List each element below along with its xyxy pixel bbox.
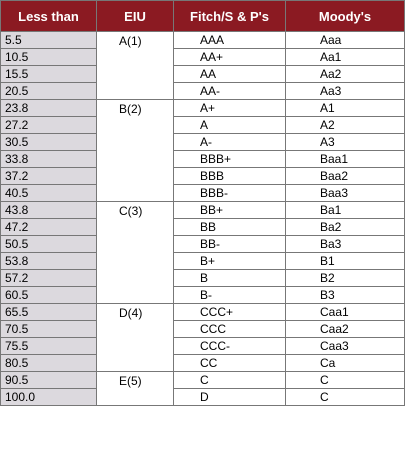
cell-fitch-sp: BBB	[174, 168, 286, 185]
cell-less-than: 20.5	[1, 83, 97, 100]
header-row	[1, 1, 405, 32]
table-row	[1, 270, 405, 287]
cell-eiu-grade: B(2)	[97, 100, 174, 202]
table-row	[1, 389, 405, 406]
cell-fitch-sp: BB	[174, 219, 286, 236]
cell-fitch-sp: BBB+	[174, 151, 286, 168]
table-row	[1, 304, 405, 321]
header-fitch-sp: Fitch/S & P's	[174, 1, 286, 32]
cell-fitch-sp: D	[174, 389, 286, 406]
cell-less-than: 27.2	[1, 117, 97, 134]
table-row	[1, 253, 405, 270]
table-row	[1, 338, 405, 355]
cell-moodys: Caa1	[286, 304, 405, 321]
cell-less-than: 33.8	[1, 151, 97, 168]
table-row	[1, 151, 405, 168]
cell-moodys: A1	[286, 100, 405, 117]
table-row	[1, 49, 405, 66]
cell-moodys: C	[286, 389, 405, 406]
table-row	[1, 355, 405, 372]
cell-moodys: A2	[286, 117, 405, 134]
cell-moodys: Baa3	[286, 185, 405, 202]
table-row	[1, 185, 405, 202]
cell-moodys: Aaa	[286, 32, 405, 49]
header-eiu: EIU	[97, 1, 174, 32]
table-row	[1, 372, 405, 389]
cell-fitch-sp: B-	[174, 287, 286, 304]
cell-less-than: 23.8	[1, 100, 97, 117]
cell-less-than: 47.2	[1, 219, 97, 236]
cell-less-than: 57.2	[1, 270, 97, 287]
cell-moodys: C	[286, 372, 405, 389]
table-row	[1, 287, 405, 304]
cell-fitch-sp: AAA	[174, 32, 286, 49]
cell-moodys: Baa2	[286, 168, 405, 185]
cell-less-than: 15.5	[1, 66, 97, 83]
cell-fitch-sp: AA+	[174, 49, 286, 66]
cell-less-than: 80.5	[1, 355, 97, 372]
cell-moodys: Ba1	[286, 202, 405, 219]
cell-less-than: 10.5	[1, 49, 97, 66]
cell-less-than: 50.5	[1, 236, 97, 253]
cell-moodys: Ba3	[286, 236, 405, 253]
header-moodys: Moody's	[286, 1, 405, 32]
cell-fitch-sp: CCC-	[174, 338, 286, 355]
cell-fitch-sp: CC	[174, 355, 286, 372]
cell-eiu-grade: C(3)	[97, 202, 174, 304]
cell-less-than: 40.5	[1, 185, 97, 202]
cell-less-than: 70.5	[1, 321, 97, 338]
cell-fitch-sp: BBB-	[174, 185, 286, 202]
cell-less-than: 5.5	[1, 32, 97, 49]
cell-less-than: 100.0	[1, 389, 97, 406]
table-body	[1, 32, 405, 406]
header-less-than: Less than	[1, 1, 97, 32]
cell-fitch-sp: BB+	[174, 202, 286, 219]
cell-moodys: Ba2	[286, 219, 405, 236]
cell-less-than: 75.5	[1, 338, 97, 355]
cell-less-than: 53.8	[1, 253, 97, 270]
cell-less-than: 90.5	[1, 372, 97, 389]
cell-less-than: 30.5	[1, 134, 97, 151]
cell-fitch-sp: A	[174, 117, 286, 134]
cell-moodys: Caa3	[286, 338, 405, 355]
cell-moodys: Aa3	[286, 83, 405, 100]
cell-moodys: B3	[286, 287, 405, 304]
cell-fitch-sp: CCC+	[174, 304, 286, 321]
cell-fitch-sp: A-	[174, 134, 286, 151]
cell-less-than: 37.2	[1, 168, 97, 185]
table-row	[1, 321, 405, 338]
cell-fitch-sp: A+	[174, 100, 286, 117]
table-row	[1, 83, 405, 100]
table-row	[1, 168, 405, 185]
cell-eiu-grade: A(1)	[97, 32, 174, 100]
cell-less-than: 60.5	[1, 287, 97, 304]
cell-moodys: B1	[286, 253, 405, 270]
table-row	[1, 117, 405, 134]
table-row	[1, 32, 405, 49]
table-row	[1, 100, 405, 117]
table-row	[1, 219, 405, 236]
cell-fitch-sp: C	[174, 372, 286, 389]
table-row	[1, 202, 405, 219]
cell-eiu-grade: D(4)	[97, 304, 174, 372]
table-row	[1, 66, 405, 83]
table-row	[1, 134, 405, 151]
cell-moodys: Caa2	[286, 321, 405, 338]
cell-fitch-sp: BB-	[174, 236, 286, 253]
cell-moodys: B2	[286, 270, 405, 287]
cell-moodys: Baa1	[286, 151, 405, 168]
cell-moodys: Aa1	[286, 49, 405, 66]
cell-eiu-grade: E(5)	[97, 372, 174, 406]
cell-moodys: Aa2	[286, 66, 405, 83]
cell-fitch-sp: AA	[174, 66, 286, 83]
cell-fitch-sp: B+	[174, 253, 286, 270]
cell-less-than: 43.8	[1, 202, 97, 219]
cell-moodys: Ca	[286, 355, 405, 372]
cell-fitch-sp: B	[174, 270, 286, 287]
cell-less-than: 65.5	[1, 304, 97, 321]
table-row	[1, 236, 405, 253]
cell-fitch-sp: AA-	[174, 83, 286, 100]
cell-fitch-sp: CCC	[174, 321, 286, 338]
cell-moodys: A3	[286, 134, 405, 151]
